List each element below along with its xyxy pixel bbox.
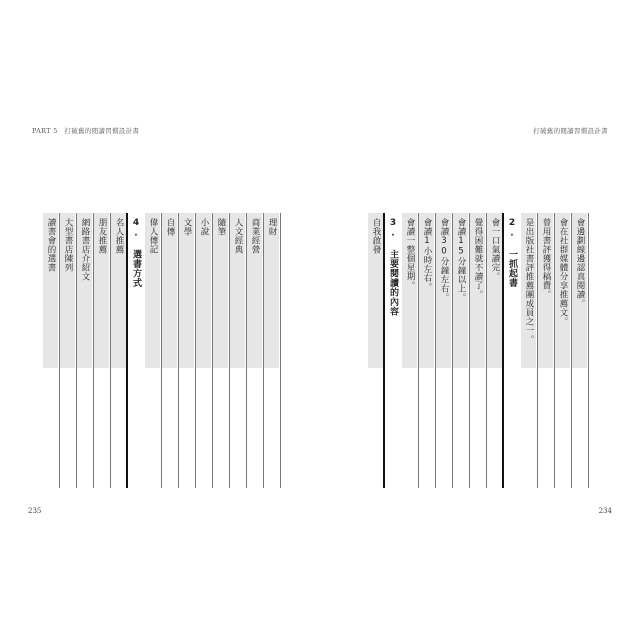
item-label-text: 覺得困難就不讀了。 [473,218,483,299]
section-heading-cell [385,213,400,368]
item-label-text: 曾用書評獲得稿費。 [541,218,551,299]
item-label-text: 是出版社書評推薦團成員之一。 [524,218,534,344]
item-label-text: 商業經營 [250,218,260,254]
item-label-text: 會讀15分鐘以上。 [456,218,466,302]
checklist-item-column [145,213,160,488]
checklist-item-column [43,213,58,488]
item-label-text: 人文經典 [233,218,243,254]
item-label-text: 會讀30分鐘左右。 [439,218,449,302]
item-label-text: 會一口氣讀完。 [490,218,500,281]
section-heading-column [385,213,400,488]
left-page-checklist-table [43,213,278,488]
checklist-item-column [264,213,279,488]
item-label-cell [538,213,553,368]
item-label-cell [402,213,417,368]
item-label-text: 會讀一整個星期。 [405,218,415,290]
section-heading-cell [128,213,143,368]
section-heading-text: 4. 選書方式 [131,218,141,288]
item-label-text: 偉人傳記 [148,218,158,254]
item-label-text: 自傳 [165,218,175,236]
checklist-item-column [247,213,262,488]
right-page-checklist-table [368,213,595,488]
item-label-cell [436,213,451,368]
section-divider-line [502,213,504,488]
item-label-cell [43,213,58,368]
item-label-text: 文學 [182,218,192,236]
section-heading-text: 3. 主要閱讀的內容 [388,218,398,316]
item-label-cell [555,213,570,368]
checklist-item-column [196,213,211,488]
column-divider-line [588,213,589,488]
checklist-item-column [77,213,92,488]
item-label-cell [572,213,587,368]
item-label-cell [453,213,468,368]
item-label-cell [521,213,536,368]
item-label-cell [230,213,245,368]
item-label-cell [145,213,160,368]
checklist-item-column [230,213,245,488]
column-divider-line [280,213,281,488]
checklist-item-column [555,213,570,488]
right-running-header: 打破舊的閱讀習慣設計書 [533,127,608,135]
left-running-header: PART 5 打破舊的閱讀習慣設計書 [32,127,140,135]
checklist-item-column [213,213,228,488]
item-label-text: 大型書店陳列 [63,218,73,272]
checklist-item-column [162,213,177,488]
item-label-cell [196,213,211,368]
checklist-item-column [572,213,587,488]
section-divider-line [126,213,128,488]
item-label-cell [368,213,383,368]
item-label-cell [487,213,502,368]
section-heading-column [128,213,143,488]
checklist-item-column [111,213,126,488]
checklist-item-column [419,213,434,488]
item-label-text: 會邊劃線邊認真閱讀。 [575,218,585,308]
item-label-text: 會在社群媒體分享推薦文。 [558,218,568,326]
checklist-item-column [402,213,417,488]
item-label-cell [111,213,126,368]
item-label-cell [419,213,434,368]
item-label-text: 會讀1小時左右。 [422,218,432,292]
section-divider-line [383,213,385,488]
checklist-item-column [521,213,536,488]
item-label-text: 隨筆 [216,218,226,236]
checklist-item-column [487,213,502,488]
item-label-cell [77,213,92,368]
checklist-item-column [453,213,468,488]
section-heading-cell [504,213,519,368]
item-label-cell [470,213,485,368]
item-label-cell [213,213,228,368]
section-heading-column [504,213,519,488]
checklist-item-column [368,213,383,488]
item-label-cell [162,213,177,368]
right-page-number: 234 [598,507,612,515]
checklist-item-column [436,213,451,488]
item-label-cell [247,213,262,368]
checklist-item-column [94,213,109,488]
item-label-cell [60,213,75,368]
item-label-text: 名人推薦 [114,218,124,254]
checklist-item-column [538,213,553,488]
left-page-number: 235 [28,507,42,515]
checklist-item-column [60,213,75,488]
item-label-text: 網路書店介紹文 [80,218,90,281]
item-label-text: 理財 [267,218,277,236]
checklist-item-column [179,213,194,488]
item-label-cell [179,213,194,368]
checklist-item-column [470,213,485,488]
item-label-text: 朋友推薦 [97,218,107,254]
item-label-text: 讀書會的選書 [46,218,56,272]
item-label-cell [94,213,109,368]
section-heading-text: 2. 一抓起書 [507,218,517,288]
item-label-cell [264,213,279,368]
item-label-text: 自我啟發 [371,218,381,254]
item-label-text: 小說 [199,218,209,236]
